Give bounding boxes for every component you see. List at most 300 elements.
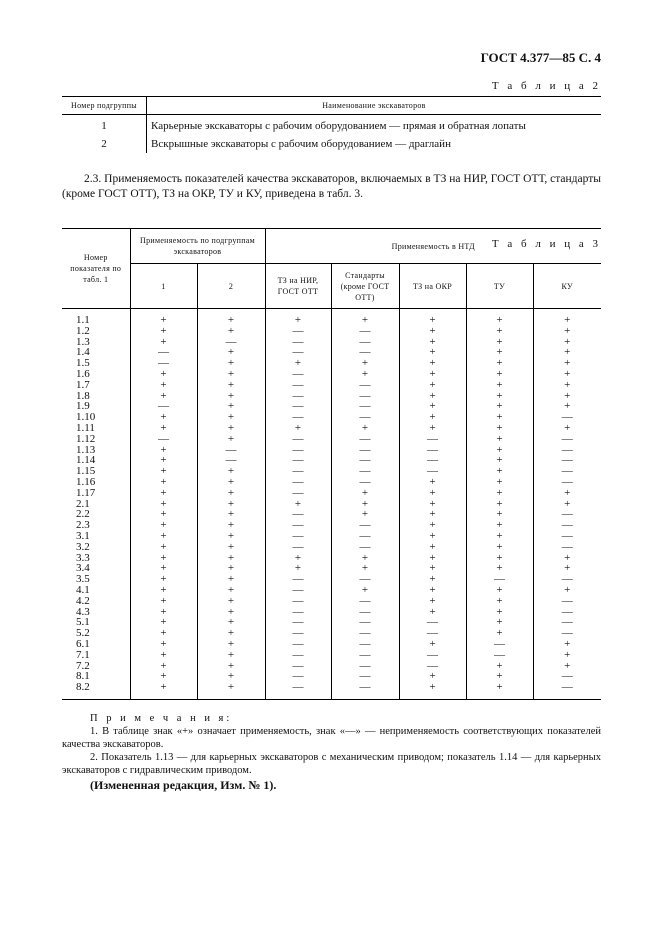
table-row [62, 628, 601, 639]
table3-cell-sub1: + [130, 391, 197, 402]
table3-cell-sub1: + [130, 574, 197, 585]
table3-cell-tz-okr: + [399, 596, 466, 607]
table3-cell-num: 8.2 [62, 682, 130, 699]
table-row [62, 326, 601, 337]
table3-cell-standards: — [331, 455, 399, 466]
table3-cell-tu: + [466, 661, 533, 672]
table3-cell-tu: + [466, 499, 533, 510]
table3-cell-sub2: + [197, 607, 265, 618]
table3-cell-sub2: + [197, 542, 265, 553]
table3-cell-standards: — [331, 412, 399, 423]
table-row [62, 574, 601, 585]
table3-cell-sub2: + [197, 423, 265, 434]
page-header: ГОСТ 4.377—85 С. 4 [480, 50, 601, 65]
table3-cell-tu: + [466, 412, 533, 423]
table-row [62, 477, 601, 488]
table-row [62, 596, 601, 607]
table3-cell-ku: — [533, 628, 601, 639]
table3-cell-standards: — [331, 531, 399, 542]
table3-cell-sub2: + [197, 661, 265, 672]
table3-cell-standards: — [331, 661, 399, 672]
table3-cell-tz-okr: — [399, 445, 466, 456]
table3-cell-standards: — [331, 682, 399, 699]
table3-cell-sub1: + [130, 585, 197, 596]
table3-cell-tz-nir: + [265, 553, 331, 564]
table3-cell-standards: — [331, 628, 399, 639]
table3-header-ku: КУ [533, 264, 601, 309]
table3-cell-tz-nir: — [265, 650, 331, 661]
table3-cell-sub2: + [197, 553, 265, 564]
table3-cell-tu: + [466, 531, 533, 542]
table3-cell-tz-nir: — [265, 337, 331, 348]
table3-cell-tz-nir: — [265, 509, 331, 520]
table3-cell-sub2: + [197, 401, 265, 412]
table3-cell-tz-okr: — [399, 455, 466, 466]
table3-cell-num: 2.2 [62, 509, 130, 520]
table3-cell-num: 1.13 [62, 445, 130, 456]
table3-cell-num: 3.1 [62, 531, 130, 542]
table3-cell-sub2: + [197, 466, 265, 477]
table-row [62, 135, 601, 153]
table3-cell-tz-okr: + [399, 380, 466, 391]
table3-cell-ku: + [533, 401, 601, 412]
table3-cell-ku: — [533, 509, 601, 520]
table3-cell-ku: + [533, 347, 601, 358]
table3-cell-tz-nir: — [265, 596, 331, 607]
table3-cell-tz-okr: — [399, 650, 466, 661]
table3-cell-tz-okr: — [399, 628, 466, 639]
table3-cell-ku: + [533, 391, 601, 402]
table3-cell-ku: + [533, 309, 601, 326]
table-row [62, 347, 601, 358]
table3-cell-num: 8.1 [62, 671, 130, 682]
table3-cell-standards: + [331, 358, 399, 369]
table3-cell-sub1: + [130, 326, 197, 337]
table3-cell-sub2: + [197, 671, 265, 682]
table3-cell-tz-okr: + [399, 509, 466, 520]
table3-cell-tz-nir: — [265, 326, 331, 337]
note-item: 2. Показатель 1.13 — для карьерных экскаваторов с механическим приводом; показатель 1.14 — для карьерных экскаваторов с гидравлическим приводом. [62, 752, 601, 776]
table3-cell-ku: + [533, 650, 601, 661]
table3-cell-num: 3.3 [62, 553, 130, 564]
table3-cell-sub2: + [197, 639, 265, 650]
table3-cell-sub1: + [130, 607, 197, 618]
table3-cell-tu: + [466, 423, 533, 434]
table3-cell-tu: + [466, 542, 533, 553]
table3-cell-sub2: + [197, 488, 265, 499]
table3-cell-num: 5.2 [62, 628, 130, 639]
table3-cell-ku: — [533, 596, 601, 607]
table3-cell-ku: — [533, 542, 601, 553]
table3-cell-tz-okr: + [399, 671, 466, 682]
table3-cell-standards: + [331, 423, 399, 434]
table-row [62, 309, 601, 326]
table3-cell-tz-okr: — [399, 617, 466, 628]
table3-cell-sub1: + [130, 477, 197, 488]
table-row [62, 639, 601, 650]
table3-cell-tz-nir: — [265, 585, 331, 596]
table3-cell-sub2: + [197, 531, 265, 542]
table3-cell-tu: + [466, 509, 533, 520]
table3-cell-tz-okr: + [399, 499, 466, 510]
table-row [62, 380, 601, 391]
table3-cell-tu: + [466, 682, 533, 699]
table-row [62, 115, 601, 136]
table3-cell-sub1: — [130, 358, 197, 369]
table3-cell-tz-okr: + [399, 607, 466, 618]
table3-cell-standards: — [331, 401, 399, 412]
table3-cell-standards: — [331, 337, 399, 348]
table3-cell-sub2: + [197, 309, 265, 326]
table3-body [62, 309, 601, 700]
table3-cell-tz-nir: + [265, 563, 331, 574]
table3-cell-standards: — [331, 639, 399, 650]
table-row [62, 401, 601, 412]
table3-cell-tu: + [466, 596, 533, 607]
table3-cell-num: 1.8 [62, 391, 130, 402]
table-row [62, 661, 601, 672]
table3-cell-num: 1.14 [62, 455, 130, 466]
table3-cell-sub1: + [130, 628, 197, 639]
table3-cell-sub1: + [130, 380, 197, 391]
table3-cell-tz-nir: — [265, 682, 331, 699]
table-row [62, 412, 601, 423]
table3-cell-ku: — [533, 574, 601, 585]
table3-cell-tz-okr: + [399, 423, 466, 434]
table3-cell-tu: + [466, 391, 533, 402]
table3-cell-tz-nir: — [265, 445, 331, 456]
table3-cell-tz-nir: — [265, 455, 331, 466]
table3-cell-ku: — [533, 531, 601, 542]
table3-cell-tz-okr: + [399, 542, 466, 553]
table3-cell-tz-nir: — [265, 639, 331, 650]
table3-cell-standards: — [331, 596, 399, 607]
table-row [62, 542, 601, 553]
table3-cell-tz-okr: — [399, 434, 466, 445]
table3-cell-sub2: + [197, 434, 265, 445]
table3-cell-standards: + [331, 499, 399, 510]
table3-cell-num: 3.2 [62, 542, 130, 553]
table3-cell-tu: + [466, 671, 533, 682]
table3-cell-standards: — [331, 542, 399, 553]
table3-cell-tu: + [466, 477, 533, 488]
table3-cell-tz-nir: + [265, 309, 331, 326]
table3-cell-tz-nir: — [265, 434, 331, 445]
table3-cell-sub1: + [130, 617, 197, 628]
table3-cell-tu: + [466, 445, 533, 456]
table3-cell-num: 1.4 [62, 347, 130, 358]
note-item: 1. В таблице знак «+» означает применяемость, знак «—» — неприменяемость соответствующих показателей качества экскаваторов. [62, 726, 601, 750]
table3-cell-tz-okr: + [399, 553, 466, 564]
table3-header-tz-okr: ТЗ на ОКР [399, 264, 466, 309]
table3-cell-num: 2.3 [62, 520, 130, 531]
table3-cell-sub2: + [197, 650, 265, 661]
table3-cell-tz-nir: — [265, 391, 331, 402]
table3-cell-tz-okr: + [399, 477, 466, 488]
table3-cell-num: 1.7 [62, 380, 130, 391]
table3-cell-standards: + [331, 309, 399, 326]
table3-cell-num: 1.16 [62, 477, 130, 488]
table3-cell-tu: + [466, 401, 533, 412]
table3-header-subgroups: Применяемость по подгруппам экскаваторов [130, 229, 265, 264]
table3-cell-tu: + [466, 520, 533, 531]
table3-cell-ku: — [533, 671, 601, 682]
table3-cell-tz-nir: — [265, 671, 331, 682]
table3-cell-standards: + [331, 563, 399, 574]
table3-cell-sub1: + [130, 650, 197, 661]
table3-cell-tu: — [466, 639, 533, 650]
table3-cell-ku: — [533, 455, 601, 466]
table3-cell-sub1: — [130, 401, 197, 412]
table3-cell-ku: + [533, 639, 601, 650]
table3-cell-ku: + [533, 488, 601, 499]
table3-cell-sub2: + [197, 585, 265, 596]
table3-cell-sub2: — [197, 455, 265, 466]
table3-cell-standards: — [331, 391, 399, 402]
table3-cell-standards: — [331, 650, 399, 661]
table3-cell-ku: + [533, 369, 601, 380]
table3-cell-sub1: + [130, 466, 197, 477]
table3-cell-tz-nir: — [265, 617, 331, 628]
table3-cell-num: 1.2 [62, 326, 130, 337]
table3-cell-standards: — [331, 477, 399, 488]
table3-cell-tz-okr: + [399, 639, 466, 650]
table-row [62, 520, 601, 531]
table3-cell-ku: + [533, 326, 601, 337]
table3-cell-ku: + [533, 563, 601, 574]
table3-cell-num: 4.1 [62, 585, 130, 596]
table3-cell-tz-okr: + [399, 574, 466, 585]
table3-cell-tz-okr: + [399, 309, 466, 326]
table3-cell-tz-okr: + [399, 563, 466, 574]
table-row [62, 488, 601, 499]
table3-cell-tz-nir: — [265, 347, 331, 358]
table3-cell-tu: + [466, 553, 533, 564]
table3-cell-num: 1.3 [62, 337, 130, 348]
table3-cell-standards: + [331, 585, 399, 596]
notes [62, 712, 601, 777]
table3-cell-sub2: + [197, 628, 265, 639]
table3-cell-standards: + [331, 488, 399, 499]
table-row [62, 553, 601, 564]
table-row [62, 455, 601, 466]
table3-cell-sub2: + [197, 347, 265, 358]
table3-cell-ku: + [533, 553, 601, 564]
table3-cell-sub2: + [197, 563, 265, 574]
table3-cell-ku: — [533, 617, 601, 628]
table3-cell-tz-okr: + [399, 337, 466, 348]
table3-cell-standards: — [331, 617, 399, 628]
table3-cell-sub1: + [130, 455, 197, 466]
table3-cell-num: 3.4 [62, 563, 130, 574]
table3-cell-tz-okr: + [399, 682, 466, 699]
table3-cell-standards: — [331, 520, 399, 531]
table3-cell-sub1: + [130, 412, 197, 423]
table3-cell-standards: — [331, 574, 399, 585]
table3-cell-num: 4.2 [62, 596, 130, 607]
table3-cell-tu: + [466, 347, 533, 358]
table3-cell-num: 1.6 [62, 369, 130, 380]
table3-cell-num: 1.10 [62, 412, 130, 423]
table3-cell-sub2: + [197, 499, 265, 510]
table3-cell-standards: — [331, 380, 399, 391]
table3-cell-sub2: + [197, 326, 265, 337]
table3-cell-tu: + [466, 617, 533, 628]
table3-cell-ku: — [533, 412, 601, 423]
table3-cell-tu: + [466, 455, 533, 466]
table3-cell-tz-okr: + [399, 401, 466, 412]
table3-cell-sub2: + [197, 596, 265, 607]
table3-cell-sub2: + [197, 391, 265, 402]
table3-header-ntd: Применяемость в НТД [265, 229, 601, 264]
table3-cell-num: 6.1 [62, 639, 130, 650]
table3-cell-tz-okr: + [399, 391, 466, 402]
table-row [62, 466, 601, 477]
table3-cell-tz-nir: — [265, 401, 331, 412]
table3-cell-ku: — [533, 445, 601, 456]
table3-cell-num: 7.1 [62, 650, 130, 661]
table-row [62, 434, 601, 445]
table3-cell-tz-nir: — [265, 574, 331, 585]
table3-cell-ku: — [533, 607, 601, 618]
table2-cell-num: 1 [62, 115, 147, 136]
table3-cell-tz-nir: + [265, 499, 331, 510]
table3-cell-num: 1.15 [62, 466, 130, 477]
table3-cell-sub2: + [197, 520, 265, 531]
table3-cell-num: 7.2 [62, 661, 130, 672]
table2-caption: Т а б л и ц а 2 [491, 80, 601, 92]
table3-cell-tu: + [466, 628, 533, 639]
table-row [62, 369, 601, 380]
table3-cell-sub1: + [130, 542, 197, 553]
table3-cell-num: 1.5 [62, 358, 130, 369]
table3-cell-tz-nir: — [265, 661, 331, 672]
table3-cell-standards: — [331, 326, 399, 337]
table3-cell-tu: + [466, 434, 533, 445]
table3-header-standards: Стандарты (кроме ГОСТ ОТТ) [331, 264, 399, 309]
table2-header-name: Наименование экскаваторов [147, 97, 602, 115]
table2-header-num: Номер подгруппы [62, 97, 147, 115]
table3-caption: Т а б л и ц а 3 [491, 238, 601, 250]
table-row [62, 509, 601, 520]
table3-header-num: Номер показателя по табл. 1 [62, 229, 130, 309]
table3-cell-sub1: + [130, 337, 197, 348]
table3-cell-tz-nir: — [265, 466, 331, 477]
table3-cell-standards: + [331, 509, 399, 520]
table3-cell-tz-nir: — [265, 542, 331, 553]
table3-cell-num: 1.12 [62, 434, 130, 445]
table3-cell-tz-nir: — [265, 488, 331, 499]
table3-cell-num: 1.9 [62, 401, 130, 412]
table3-cell-sub2: + [197, 380, 265, 391]
table3 [62, 228, 601, 700]
table-row [62, 682, 601, 699]
table3-cell-sub2: + [197, 369, 265, 380]
table3-cell-standards: — [331, 671, 399, 682]
table3-cell-tu: + [466, 466, 533, 477]
table2-cell-num: 2 [62, 135, 147, 153]
table3-cell-num: 4.3 [62, 607, 130, 618]
table3-cell-tz-nir: — [265, 520, 331, 531]
table3-cell-standards: — [331, 347, 399, 358]
table-row [62, 337, 601, 348]
table3-cell-sub1: + [130, 596, 197, 607]
table-row [62, 445, 601, 456]
table3-cell-sub1: + [130, 309, 197, 326]
edit-note: (Измененная редакция, Изм. № 1). [90, 778, 277, 792]
table3-cell-tz-nir: + [265, 423, 331, 434]
table3-cell-num: 1.17 [62, 488, 130, 499]
table-row [62, 391, 601, 402]
table3-cell-ku: + [533, 380, 601, 391]
notes-title: П р и м е ч а н и я: [90, 713, 233, 724]
table3-cell-ku: + [533, 423, 601, 434]
table3-header-tz-nir: ТЗ на НИР, ГОСТ ОТТ [265, 264, 331, 309]
table3-cell-num: 2.1 [62, 499, 130, 510]
table3-cell-sub1: + [130, 509, 197, 520]
table3-cell-tz-okr: + [399, 412, 466, 423]
table-row [62, 607, 601, 618]
table3-cell-num: 5.1 [62, 617, 130, 628]
table3-cell-num: 1.1 [62, 309, 130, 326]
table3-cell-tz-okr: + [399, 326, 466, 337]
table3-cell-tz-okr: — [399, 466, 466, 477]
table3-cell-sub1: + [130, 423, 197, 434]
table3-cell-tu: + [466, 585, 533, 596]
table3-cell-tz-okr: + [399, 369, 466, 380]
table3-cell-tz-nir: — [265, 380, 331, 391]
table3-cell-sub1: + [130, 445, 197, 456]
table3-cell-ku: — [533, 434, 601, 445]
table2-cell-name: Вскрышные экскаваторы с рабочим оборудованием — драглайн [151, 138, 451, 150]
table-row [62, 499, 601, 510]
table2-cell-name: Карьерные экскаваторы с рабочим оборудованием — прямая и обратная лопаты [151, 120, 526, 132]
table3-cell-tz-nir: — [265, 607, 331, 618]
table3-cell-tz-okr: + [399, 531, 466, 542]
table3-cell-tu: + [466, 337, 533, 348]
table-row [62, 531, 601, 542]
table3-cell-tz-nir: — [265, 531, 331, 542]
section-paragraph [62, 172, 601, 202]
table3-cell-sub2: — [197, 445, 265, 456]
table3-cell-ku: — [533, 466, 601, 477]
table-row [62, 423, 601, 434]
table3-cell-standards: + [331, 369, 399, 380]
table3-header-sub2: 2 [197, 264, 265, 309]
table3-cell-standards: — [331, 445, 399, 456]
table3-cell-sub1: + [130, 682, 197, 699]
table3-cell-tu: + [466, 380, 533, 391]
table3-cell-sub1: — [130, 434, 197, 445]
table3-cell-num: 3.5 [62, 574, 130, 585]
table3-cell-ku: — [533, 477, 601, 488]
table3-cell-sub2: — [197, 337, 265, 348]
table3-cell-sub1: + [130, 661, 197, 672]
table3-cell-sub2: + [197, 574, 265, 585]
table3-cell-sub1: + [130, 671, 197, 682]
table3-cell-standards: — [331, 466, 399, 477]
table3-cell-sub1: — [130, 347, 197, 358]
table3-cell-ku: — [533, 682, 601, 699]
table3-cell-num: 1.11 [62, 423, 130, 434]
table3-cell-standards: — [331, 434, 399, 445]
table3-cell-sub2: + [197, 682, 265, 699]
table3-cell-tu: — [466, 650, 533, 661]
table3-cell-sub2: + [197, 509, 265, 520]
table-row [62, 671, 601, 682]
paragraph-text: 2.3. Применяемость показателей качества экскаваторов, включаемых в ТЗ на НИР, ГОСТ ОТТ, стандарты (кроме ГОСТ ОТТ), ТЗ на ОКР, ТУ и КУ, приведена в табл. 3. [62, 173, 601, 200]
table3-cell-tu: + [466, 358, 533, 369]
